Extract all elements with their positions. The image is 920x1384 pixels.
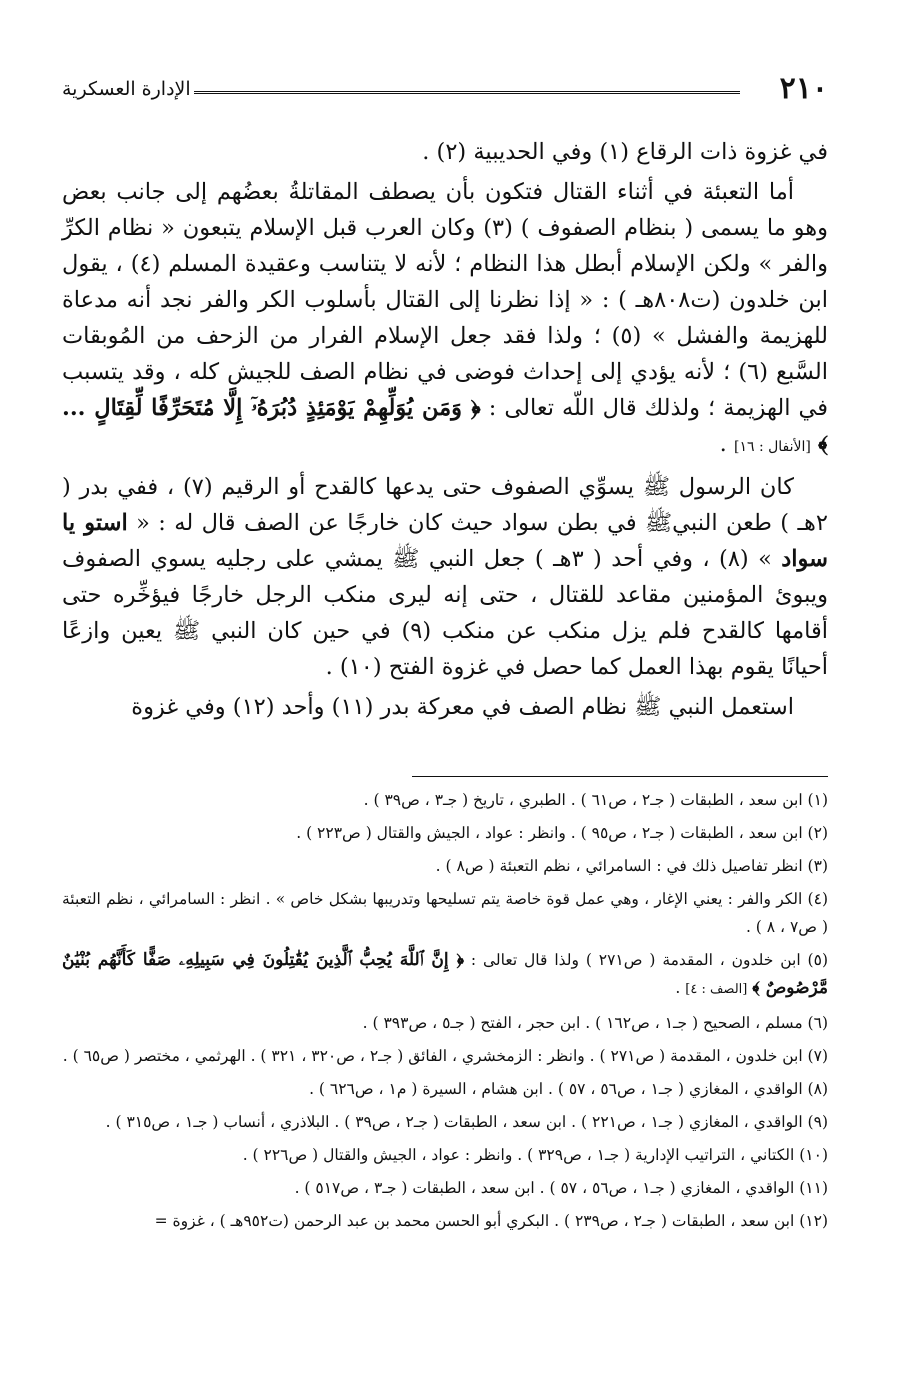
footnote: (١) ابن سعد ، الطبقات ( جـ٢ ، ص٦١ ) . الطبري ، تاريخ ( جـ٣ ، ص٣٩ ) .: [363, 791, 828, 809]
paragraph-text: » (٨) ، وفي أحد ( ٣هـ ) جعل النبي ﷺ يمشي على رجليه يسوي الصفوف ويبوئ المؤمنين مقاعد للقتال ، حتى إنه ليرى منكب الرجل خارجًا فيؤخِّره حتى أقامها كالقدح فلم يزل منكب عن منكب (٩) في حين كان النبي ﷺ يعين وازعًا أحيانًا يقوم بهذا العمل كما حصل في غزوة الفتح (١٠) .: [62, 546, 828, 680]
footnote: (٧) ابن خلدون ، المقدمة ( ص٢٧١ ) . وانظر : الزمخشري ، الفائق ( جـ٢ ، ص٣٢٠ ، ٣٢١ ) . الهرثمي ، مختصر ( ص٦٥ ) .: [62, 1047, 828, 1065]
paragraph: [62, 174, 828, 465]
quran-verse: ﴿ وَمَن يُوَلِّهِمْ يَوْمَئِذٍ دُبُرَهُۥٓ إِلَّا مُتَحَرِّفًا لِّقِتَالٍ ... ﴾: [62, 395, 828, 457]
paragraph: في غزوة ذات الرقاع (١) وفي الحديبية (٢) .: [422, 139, 828, 165]
footnote-end: .: [675, 979, 681, 997]
footnote: (٤) الكر والفر : يعني الإغار ، وهي عمل قوة خاصة يتم تسليحها وتدريبها بشكل خاص » . انظر : السامرائي ، نظم التعبئة ( ص٧ ، ٨ ) .: [62, 890, 828, 936]
bold-quote: استو يا سواد: [62, 510, 829, 572]
paragraph: [62, 469, 828, 685]
running-title: الإدارة العسكرية: [62, 78, 191, 100]
paragraph-text: كان الرسول ﷺ يسوِّي الصفوف حتى يدعها كالقدح أو الرقيم (٧) ، ففي بدر ( ٢هـ ) طعن النبيﷺ في بطن سواد حيث كان خارجًا عن الصف قال له : «: [62, 474, 829, 536]
footnote: (٣) انظر تفاصيل ذلك في : السامرائي ، نظم التعبئة ( ص٨ ) .: [435, 857, 828, 875]
footnote: [62, 946, 828, 1004]
footnote: (٨) الواقدي ، المغازي ( جـ١ ، ص٥٦ ، ٥٧ ) . ابن هشام ، السيرة ( م١ ، ص٦٢٦ ) .: [309, 1080, 828, 1098]
verse-reference: [الصف : ٤]: [685, 982, 748, 997]
footnotes: [62, 786, 828, 1240]
main-text: [62, 134, 828, 729]
paragraph-text: أما التعبئة في أثناء القتال فتكون بأن يصطف المقاتلةُ بعضُهم إلى جانب بعض وهو ما يسمى ( بنظام الصفوف ) (٣) وكان العرب قبل الإسلام يتبعون « نظام الكرِّ والفر » ولكن الإسلام أبطل هذا النظام ؛ لأنه لا يتناسب وعقيدة المسلم (٤) ، يقول ابن خلدون (ت٨٠٨هـ ) : « إذا نظرنا إلى القتال بأسلوب الكر والفر نجد أنه مدعاة للهزيمة والفشل » (٥) ؛ ولذا فقد جعل الإسلام الفرار من الزحف من المُوبقات السَّبع (٦) ؛ لأنه يؤدي إلى إحداث فوضى في نظام الصف للجيش كله ، وقد يتسبب في الهزيمة ؛ ولذلك قال اللّه تعالى :: [62, 179, 829, 421]
header-double-rule: [194, 91, 740, 94]
footnote: (١٢) ابن سعد ، الطبقات ( جـ٢ ، ص٢٣٩ ) . البكري أبو الحسن محمد بن عبد الرحمن (ت٩٥٢هـ ) ، غزوة =: [154, 1212, 828, 1230]
quran-verse: ﴿ إِنَّ ٱللَّهَ يُحِبُّ ٱلَّذِينَ يُقَٰتِلُونَ فِي سَبِيلِهِۦ صَفًّا كَأَنَّهُم بُنْيَٰنٌ مَّرْصُوصٌ ﴾: [62, 950, 828, 998]
footnote: (٩) الواقدي ، المغازي ( جـ١ ، ص٢٢١ ) . ابن سعد ، الطبقات ( جـ٢ ، ص٣٩ ) . البلاذري ، أنساب ( جـ١ ، ص٣١٥ ) .: [105, 1113, 828, 1131]
footnote-text: (٥) ابن خلدون ، المقدمة ( ص٢٧١ ) ولذا قال تعالى :: [470, 951, 828, 969]
footnote-separator: [412, 776, 828, 777]
footnote: (١١) الواقدي ، المغازي ( جـ١ ، ص٥٦ ، ٥٧ ) . ابن سعد ، الطبقات ( جـ٣ ، ص٥١٧ ) .: [294, 1179, 828, 1197]
verse-reference: [الأنفال : ١٦]: [733, 439, 811, 455]
paragraph: استعمل النبي ﷺ نظام الصف في معركة بدر (١١) وأحد (١٢) وفي غزوة: [131, 694, 794, 720]
footnote: (٦) مسلم ، الصحيح ( جـ١ ، ص١٦٢ ) . ابن حجر ، الفتح ( جـ٥ ، ص٣٩٣ ) .: [362, 1014, 828, 1032]
page-number: ٢١٠: [779, 71, 828, 106]
footnote: (٢) ابن سعد ، الطبقات ( جـ٢ ، ص٩٥ ) . وانظر : عواد ، الجيش والقتال ( ص٢٢٣ ) .: [296, 824, 828, 842]
page-header: [62, 72, 828, 112]
footnote: (١٠) الكتاني ، التراتيب الإدارية ( جـ١ ، ص٣٢٩ ) . وانظر : عواد ، الجيش والقتال ( ص٢٢٦ ) .: [242, 1146, 828, 1164]
paragraph-end: .: [719, 431, 727, 457]
